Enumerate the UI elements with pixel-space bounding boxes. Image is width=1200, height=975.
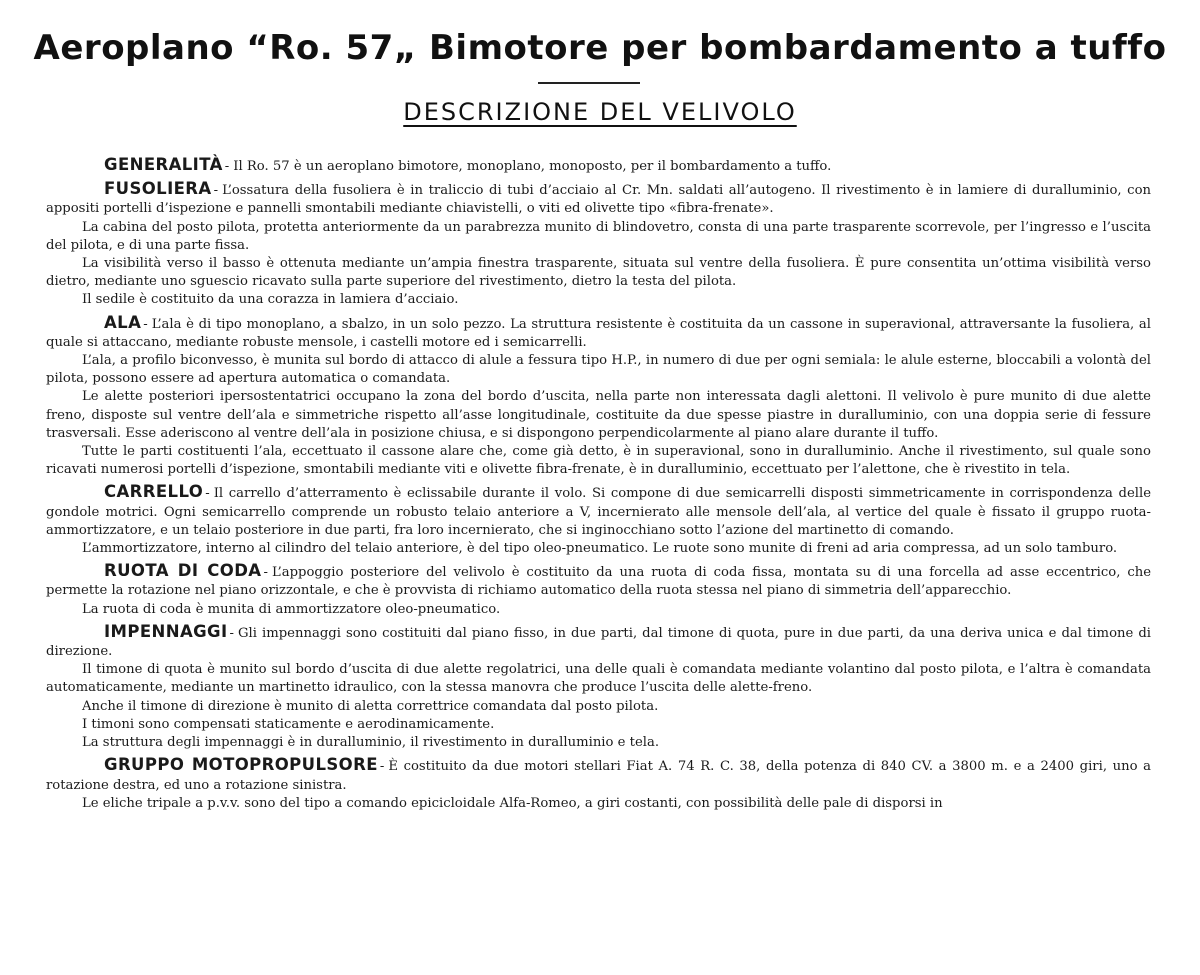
paragraph bbox=[46, 756, 1151, 794]
paragraph-text: L’ala è di tipo monoplano, a sbalzo, in un solo pezzo. La struttura resistente è costituita da un cassone in superavional, attraversante la fusoliera, al quale si attaccano, mediante robuste mensole, i castelli motore ed i semicarrelli. bbox=[46, 316, 1151, 350]
paragraph: La cabina del posto pilota, protetta anteriormente da un parabrezza munito di blindovetro, consta di una parte trasparente scorrevole, per l’ingresso e l’uscita del pilota, e di una parte fissa. bbox=[46, 219, 1151, 253]
section-ruota-di-coda bbox=[46, 562, 1151, 619]
paragraph: La ruota di coda è munita di ammortizzatore oleo-pneumatico. bbox=[82, 601, 501, 617]
paragraph: L’ammortizzatore, interno al cilindro del telaio anteriore, è del tipo oleo-pneumatico. Le ruote sono munite di freni ad aria compressa, ad un solo tamburo. bbox=[82, 541, 1118, 557]
paragraph: Il sedile è costituito da una corazza in lamiera d’acciaio. bbox=[82, 292, 459, 308]
paragraph bbox=[46, 483, 1151, 540]
paragraph: Le eliche tripale a p.v.v. sono del tipo a comando epicicloidale Alfa-Romeo, a giri costanti, con possibilità delle pale di disporsi in bbox=[82, 795, 943, 811]
paragraph-text: Il Ro. 57 è un aeroplano bimotore, monoplano, monoposto, per il bombardamento a tuffo. bbox=[233, 159, 832, 174]
paragraph-text: Gli impennaggi sono costituiti dal piano fisso, in due parti, dal timone di quota, pure in due parti, da una deriva unica e dal timone di direzione. bbox=[46, 625, 1151, 660]
section-heading: GENERALITÀ bbox=[104, 155, 223, 174]
paragraph: Tutte le parti costituenti l’ala, eccettuato il cassone alare che, come già detto, è in superavional, sono in duralluminio. Anche il rivestimento, sul quale sono ricavati numerosi portelli d’ispezione, smontabili mediante viti e olivette fibra-frenate, è in duralluminio, eccettuato per l’alettone, che è rivestito in tela. bbox=[46, 444, 1151, 478]
heading-dash: - bbox=[143, 316, 148, 332]
section-gruppo-motopropulsore bbox=[46, 756, 1151, 813]
paragraph bbox=[46, 562, 1151, 600]
section-ala bbox=[46, 314, 1151, 480]
section-generalita bbox=[46, 156, 1151, 176]
section-fusoliera bbox=[46, 180, 1151, 309]
document-body bbox=[46, 152, 1151, 813]
section-heading: RUOTA DI CODA bbox=[104, 561, 262, 581]
paragraph: I timoni sono compensati staticamente e aerodinamicamente. bbox=[82, 716, 495, 732]
section-heading: ALA bbox=[104, 312, 142, 332]
paragraph: L’ala, a profilo biconvesso, è munita sul bordo di attacco di alule a fessura tipo H.P., in numero di due per ogni semiala: le alule esterne, bloccabili a volontà del pilota, possono essere ad apertura automatica o comandata. bbox=[46, 353, 1151, 387]
section-impennaggi bbox=[46, 623, 1151, 752]
paragraph: La visibilità verso il basso è ottenuta mediante un’ampia finestra trasparente, situata sul ventre della fusoliera. È pure consentita un’ottima visibilità verso dietro, mediante uno sguescio ricavato sulla parte superiore del rivestimento, dietro la testa del pilota. bbox=[46, 256, 1151, 290]
section-heading: CARRELLO bbox=[104, 482, 204, 502]
heading-dash: - bbox=[205, 486, 210, 502]
page-subtitle bbox=[0, 98, 1200, 126]
heading-dash: - bbox=[379, 759, 385, 775]
section-heading: FUSOLIERA bbox=[104, 179, 212, 199]
paragraph: La struttura degli impennaggi è in duralluminio, il rivestimento in duralluminio e tela. bbox=[82, 735, 660, 751]
paragraph bbox=[46, 180, 1151, 218]
heading-dash: - bbox=[213, 183, 219, 199]
paragraph-text: È costituito da due motori stellari Fiat A. 74 R. C. 38, della potenza di 840 CV. a 3800 m. e a 2400 giri, uno a rotazione destra, ed uno a rotazione sinistra. bbox=[46, 759, 1152, 793]
paragraph-text: Il carrello d’atterramento è eclissabile durante il volo. Si compone di due semicarrelli disposti simmetricamente in corrispondenza delle gondole motrici. Ogni semicarrello comprende un robusto telaio anteriore a V, incernierato alle mensole dell’ala, al vertice del quale è fissato il gruppo ruota-ammortizzatore, e un telaio posteriore in due parti, fra loro incernierato, che si inginocchiano sotto l’azione del martinetto di comando. bbox=[46, 486, 1151, 538]
paragraph-text: L’appoggio posteriore del velivolo è costituito da una ruota di coda fissa, montata su di una forcella ad asse eccentrico, che permette la rotazione nel piano orizzontale, e che è provvista di richiamo automatico della ruota stessa nel piano di simmetria dell’apparecchio. bbox=[46, 565, 1152, 599]
section-heading: GRUPPO MOTOPROPULSORE bbox=[104, 755, 378, 775]
page-title: Aeroplano “Ro. 57„ Bimotore per bombardamento a tuffo bbox=[33, 28, 1167, 68]
paragraph-text: L’ossatura della fusoliera è in traliccio di tubi d’acciaio al Cr. Mn. saldati all’autogeno. Il rivestimento è in lamiere di duralluminio, con appositi portelli d’ispezione e pannelli smontabili mediante chiavistelli, o viti ed olivette tipo «fibra-frenate». bbox=[46, 183, 1151, 217]
paragraph: Anche il timone di direzione è munito di aletta correttrice comandata dal posto pilota. bbox=[82, 698, 659, 714]
section-carrello bbox=[46, 483, 1151, 558]
heading-dash: - bbox=[229, 625, 235, 641]
paragraph bbox=[46, 623, 1151, 661]
paragraph bbox=[46, 156, 1151, 176]
heading-dash: - bbox=[224, 159, 230, 174]
paragraph: Il timone di quota è munito sul bordo d’uscita di due alette regolatrici, una delle quali è comandata mediante volantino dal posto pilota, e l’altra è comandata automaticamente, mediante un martinetto idraulico, con la stessa manovra che produce l’uscita delle alette-freno. bbox=[46, 662, 1151, 696]
title-divider bbox=[538, 82, 640, 84]
section-heading: IMPENNAGGI bbox=[104, 621, 228, 641]
heading-dash: - bbox=[263, 565, 268, 581]
paragraph bbox=[46, 314, 1151, 352]
subtitle-text: DESCRIZIONE DEL VELIVOLO bbox=[403, 98, 797, 126]
paragraph: Le alette posteriori ipersostentatrici occupano la zona del bordo d’uscita, nella parte non interessata dagli alettoni. Il velivolo è pure munito di due alette freno, disposte sul ventre dell’ala e simmetriche rispetto all’asse longitudinale, costituite da due spesse piastre in duralluminio, con una doppia serie di fessure trasversali. Esse aderiscono al ventre dell’ala in posizione chiusa, e si dispongono perpendicolarmente al piano alare durante il tuffo. bbox=[46, 389, 1151, 441]
